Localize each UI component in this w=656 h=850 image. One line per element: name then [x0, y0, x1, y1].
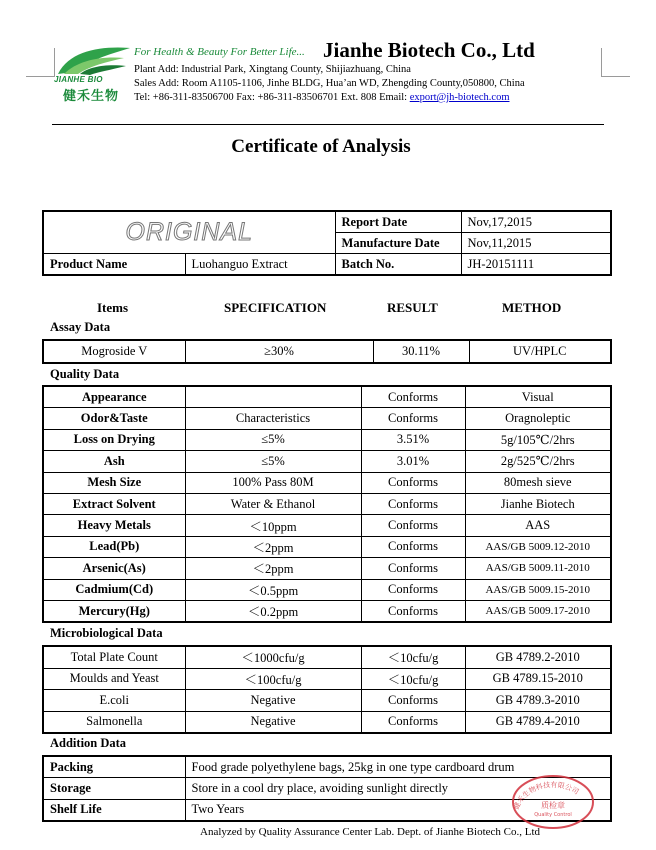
document-title: Certificate of Analysis — [231, 136, 411, 157]
column-head-items: Items — [97, 300, 129, 315]
micro-row — [43, 690, 611, 712]
micro-row — [43, 711, 611, 733]
info-row — [43, 254, 611, 276]
item-cell: Mesh Size — [43, 472, 185, 493]
result-cell: 3.01% — [361, 451, 465, 472]
addition-value: Food grade polyethylene bags, 25kg in one type cardboard drum — [185, 756, 611, 778]
section-addition-data: Addition Data — [50, 736, 127, 750]
info-table — [42, 210, 612, 276]
method-cell: 80mesh sieve — [465, 472, 611, 493]
result-cell: Conforms — [361, 579, 465, 600]
result-cell: ＜10cfu/g — [361, 646, 465, 668]
result-cell: Conforms — [361, 600, 465, 622]
method-cell: AAS/GB 5009.12-2010 — [465, 536, 611, 557]
contact-line — [134, 92, 509, 103]
assay-table — [42, 339, 612, 364]
addition-value: Two Years — [185, 799, 611, 821]
quality-row — [43, 429, 611, 450]
original-watermark: ORIGINAL — [125, 218, 253, 246]
method-cell: AAS — [465, 515, 611, 536]
quality-row — [43, 451, 611, 472]
item-cell: Appearance — [43, 386, 185, 408]
section-quality-data: Quality Data — [50, 367, 120, 381]
method-cell: Oragnoleptic — [465, 408, 611, 429]
addition-label: Shelf Life — [43, 799, 185, 821]
manufacture-date-label: Manufacture Date — [335, 233, 461, 254]
item-cell: Cadmium(Cd) — [43, 579, 185, 600]
stamp-center-text: 质检章 — [541, 801, 565, 810]
item-cell: Lead(Pb) — [43, 536, 185, 557]
section-assay-data: Assay Data — [50, 320, 111, 334]
spec-cell: ≥30% — [185, 340, 373, 363]
company-name: Jianhe Biotech Co., Ltd — [323, 38, 535, 62]
item-cell: Heavy Metals — [43, 515, 185, 536]
spec-cell: ＜10ppm — [185, 515, 361, 536]
item-cell: Mercury(Hg) — [43, 600, 185, 622]
quality-row — [43, 493, 611, 514]
spec-cell: Negative — [185, 711, 361, 733]
batch-label: Batch No. — [335, 254, 461, 276]
method-cell: GB 4789.4-2010 — [465, 711, 611, 733]
spec-cell: ＜0.5ppm — [185, 579, 361, 600]
result-cell: Conforms — [361, 386, 465, 408]
result-cell: Conforms — [361, 515, 465, 536]
plant-address: Plant Add: Industrial Park, Xingtang County, Shijiazhuang, China — [134, 64, 411, 75]
stamp-ring-text: 健禾生物科技有限公司 — [512, 780, 581, 811]
item-cell: Odor&Taste — [43, 408, 185, 429]
micro-row — [43, 668, 611, 690]
logo-english: JIANHE BIO — [54, 75, 103, 84]
addition-label: Storage — [43, 778, 185, 799]
spec-cell: ＜0.2ppm — [185, 600, 361, 622]
spec-cell: Negative — [185, 690, 361, 712]
quality-control-stamp-icon — [508, 770, 598, 830]
method-cell: GB 4789.15-2010 — [465, 668, 611, 690]
info-row — [43, 211, 611, 233]
item-cell: Moulds and Yeast — [43, 668, 185, 690]
stamp-sub-text: Quality Control — [534, 812, 572, 818]
result-cell: Conforms — [361, 690, 465, 712]
tagline: For Health & Beauty For Better Life... — [134, 46, 305, 58]
quality-table — [42, 385, 612, 623]
manufacture-date-value: Nov,11,2015 — [461, 233, 611, 254]
result-cell: Conforms — [361, 536, 465, 557]
quality-row — [43, 579, 611, 600]
quality-row — [43, 558, 611, 579]
addition-value: Store in a cool dry place, avoiding sunlight directly — [185, 778, 611, 799]
quality-row — [43, 536, 611, 557]
method-cell: GB 4789.2-2010 — [465, 646, 611, 668]
result-cell: Conforms — [361, 558, 465, 579]
header-divider — [52, 124, 604, 125]
result-cell: Conforms — [361, 408, 465, 429]
quality-row — [43, 408, 611, 429]
spec-cell: 100% Pass 80M — [185, 472, 361, 493]
spec-cell: ≤5% — [185, 429, 361, 450]
result-cell: ＜10cfu/g — [361, 668, 465, 690]
result-cell: Conforms — [361, 493, 465, 514]
item-cell: Loss on Drying — [43, 429, 185, 450]
footer-note: Analyzed by Quality Assurance Center Lab. Dept. of Jianhe Biotech Co., Ltd — [200, 826, 540, 838]
section-microbiological-data: Microbiological Data — [50, 626, 163, 640]
result-cell: 3.51% — [361, 429, 465, 450]
item-cell: Salmonella — [43, 711, 185, 733]
item-cell: Extract Solvent — [43, 493, 185, 514]
item-cell: Ash — [43, 451, 185, 472]
method-cell: 5g/105℃/2hrs — [465, 429, 611, 450]
spec-cell: ＜100cfu/g — [185, 668, 361, 690]
report-date-label: Report Date — [335, 211, 461, 233]
quality-row — [43, 515, 611, 536]
column-head-specification: SPECIFICATION — [224, 300, 327, 315]
spec-cell: ＜2ppm — [185, 558, 361, 579]
item-cell: E.coli — [43, 690, 185, 712]
report-date-value: Nov,17,2015 — [461, 211, 611, 233]
result-cell: Conforms — [361, 711, 465, 733]
method-cell: AAS/GB 5009.17-2010 — [465, 600, 611, 622]
assay-row — [43, 340, 611, 363]
addition-label: Packing — [43, 756, 185, 778]
sales-address: Sales Add: Room A1105-1106, Jinhe BLDG, Hua’an WD, Zhengding County,050800, China — [134, 78, 525, 89]
crop-mark-top-right — [601, 48, 630, 77]
quality-row — [43, 472, 611, 493]
method-cell: AAS/GB 5009.15-2010 — [465, 579, 611, 600]
item-cell: Mogroside V — [43, 340, 185, 363]
method-cell: AAS/GB 5009.11-2010 — [465, 558, 611, 579]
spec-cell — [185, 386, 361, 408]
item-cell: Total Plate Count — [43, 646, 185, 668]
spec-cell: Characteristics — [185, 408, 361, 429]
product-name-value: Luohanguo Extract — [185, 254, 335, 276]
micro-row — [43, 646, 611, 668]
watermark-cell — [43, 211, 335, 254]
item-cell: Arsenic(As) — [43, 558, 185, 579]
column-head-method: METHOD — [502, 300, 562, 315]
method-cell: 2g/525℃/2hrs — [465, 451, 611, 472]
method-cell: Visual — [465, 386, 611, 408]
method-cell: UV/HPLC — [469, 340, 611, 363]
spec-cell: ≤5% — [185, 451, 361, 472]
column-head-result: RESULT — [387, 300, 438, 315]
result-cell: Conforms — [361, 472, 465, 493]
email-link[interactable]: export@jh-biotech.com — [409, 92, 510, 103]
quality-row — [43, 386, 611, 408]
logo-chinese: 健禾生物 — [63, 89, 120, 104]
contact-numbers: Tel: +86-311-83506700 Fax: +86-311-83506701 Ext. 808 Email: — [134, 92, 410, 103]
method-cell: Jianhe Biotech — [465, 493, 611, 514]
spec-cell: Water & Ethanol — [185, 493, 361, 514]
quality-row — [43, 600, 611, 622]
spec-cell: ＜2ppm — [185, 536, 361, 557]
batch-value: JH-20151111 — [461, 254, 611, 276]
product-name-label: Product Name — [43, 254, 185, 276]
spec-cell: ＜1000cfu/g — [185, 646, 361, 668]
method-cell: GB 4789.3-2010 — [465, 690, 611, 712]
result-cell: 30.11% — [373, 340, 469, 363]
micro-table — [42, 645, 612, 734]
